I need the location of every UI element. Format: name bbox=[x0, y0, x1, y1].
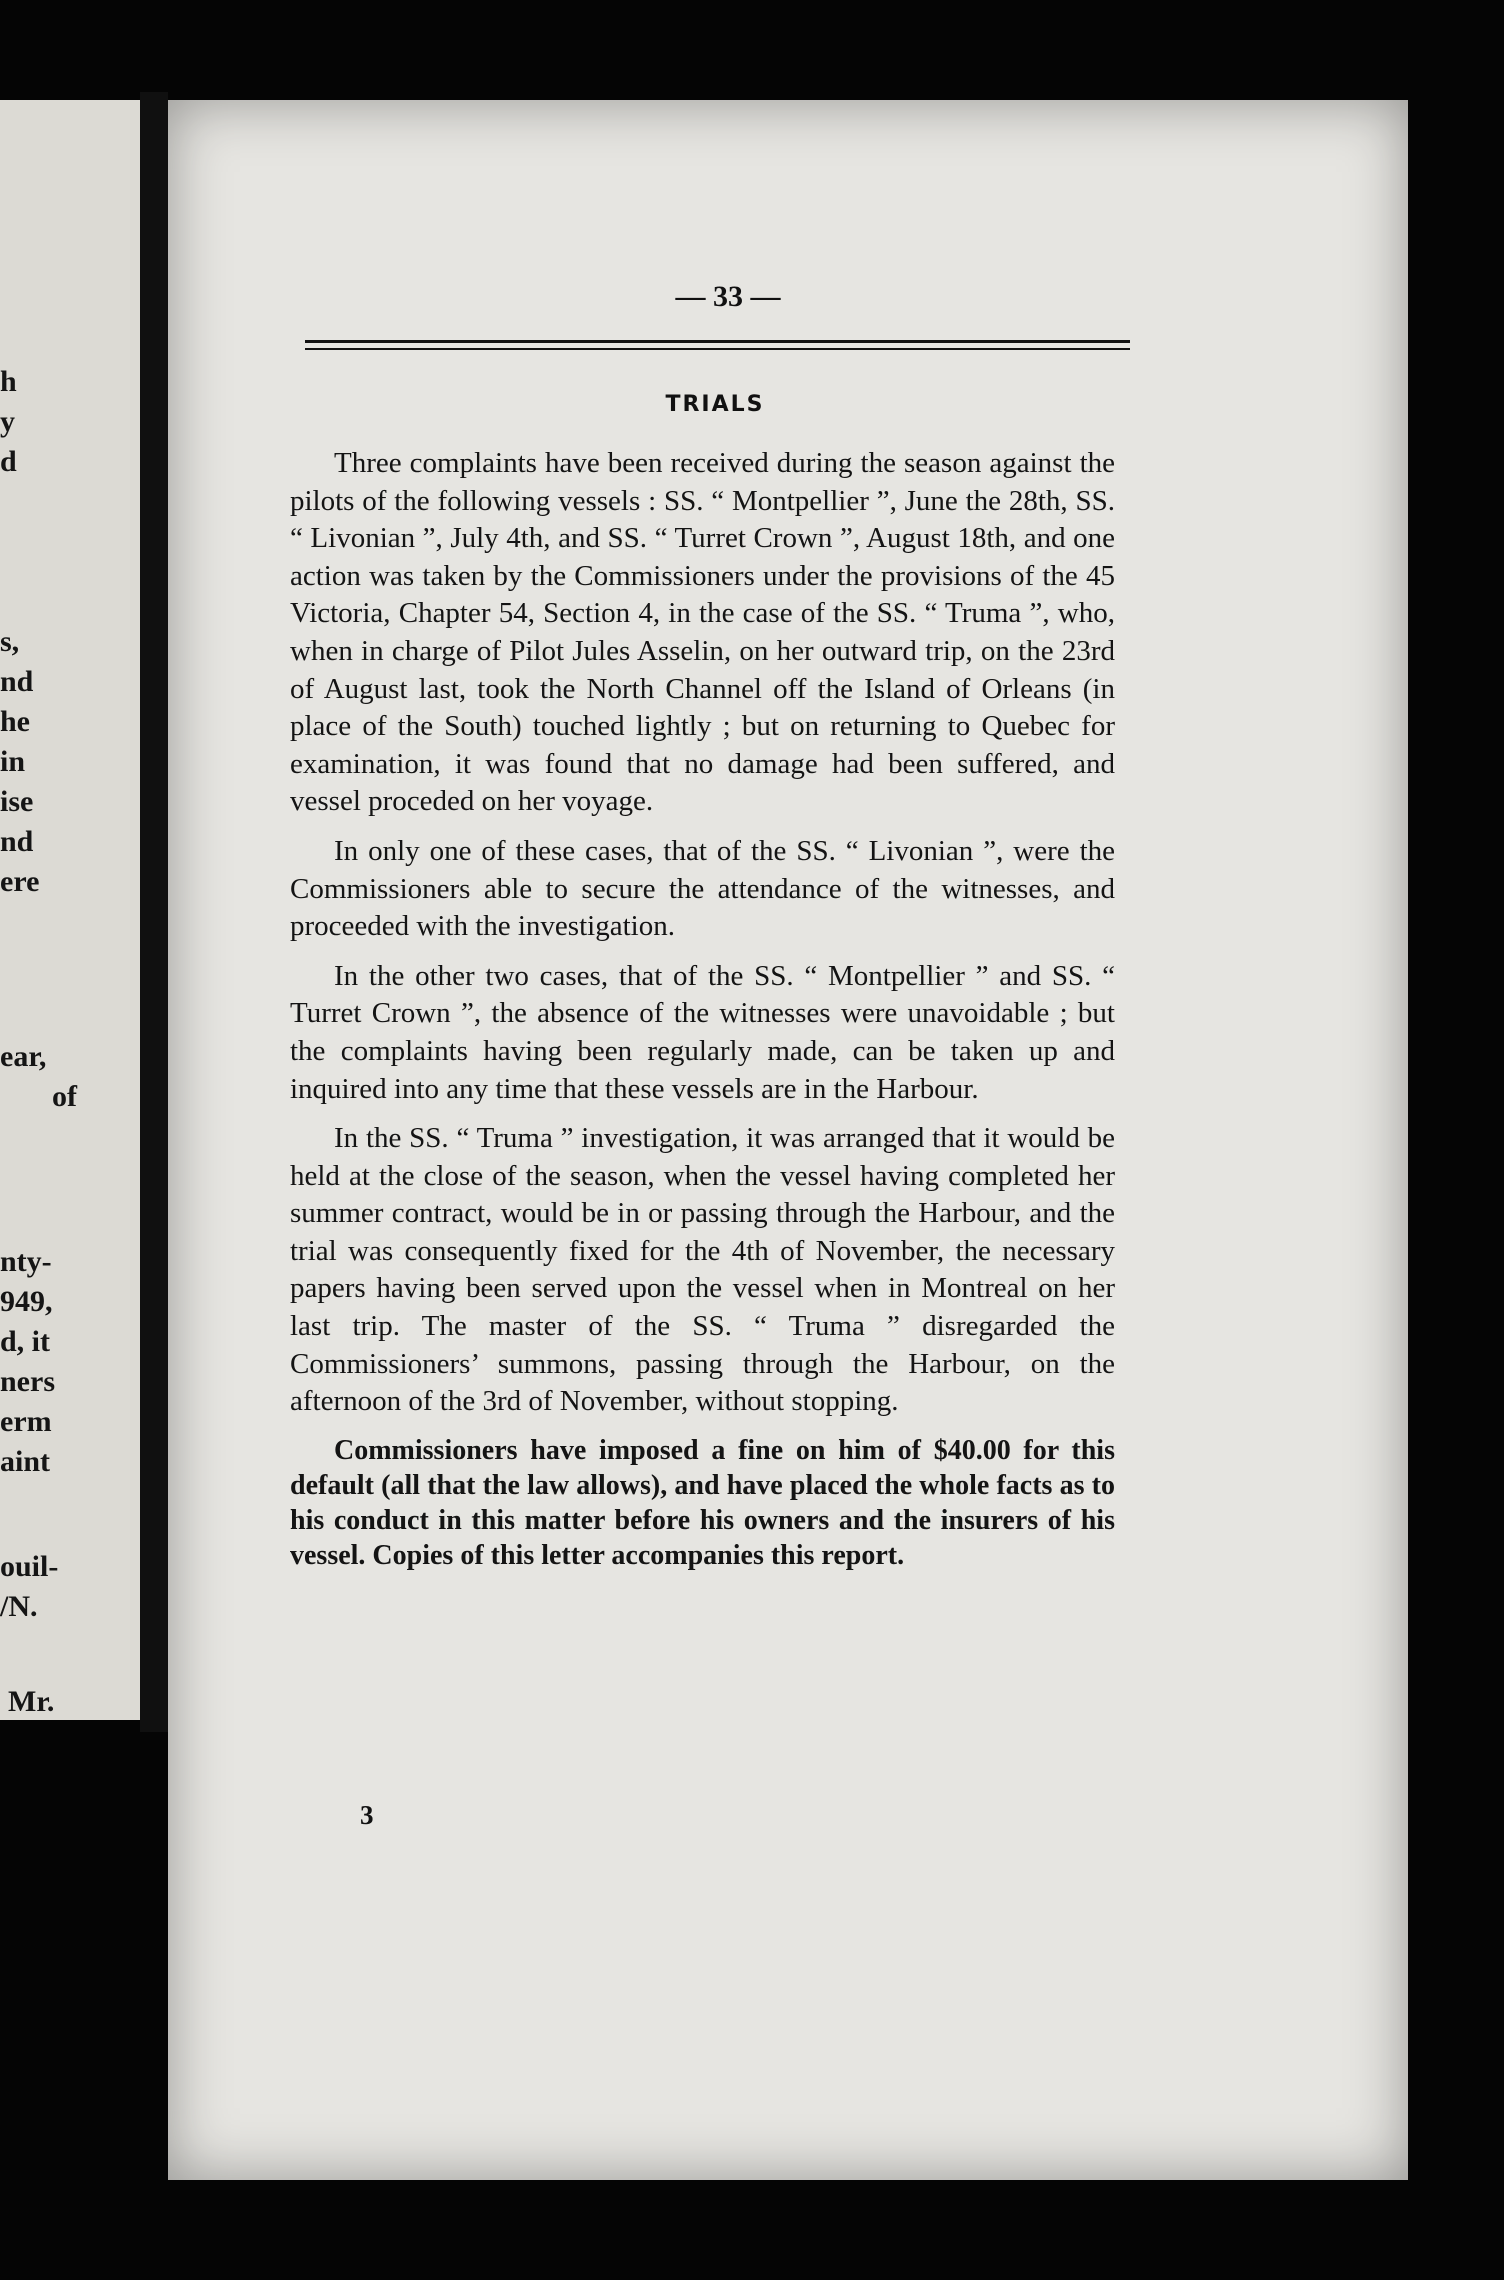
paragraph-complaints: Three complaints have been received during the season against the pilots of the following vessels : SS. “ Montpellier ”, June the 28th, SS. “ Livonian ”, July 4th, and SS. “ Turret Crown ”, August 18th, and one action was taken by the Commissioners under the provisions of the 45 Victoria, Chapter 54, Section 4, in the case of the SS. “ Truma ”, who, when in charge of Pilot Jules Asselin, on her outward trip, on the 23rd of August last, took the North Channel off the Island of Orleans (in place of the South) touched lightly ; but on returning to Quebec for examination, it was found that no damage had been suffered, and vessel proceded on her voyage. bbox=[290, 447, 1115, 818]
facing-page-fragment: nd bbox=[0, 825, 34, 858]
paragraph-other-cases: In the other two cases, that of the SS. “ Montpellier ” and SS. “ Turret Crown ”, the absence of the witnesses were unavoidable ; but the complaints having been regularly made, can be taken up and inquired into any time that these vessels are in the Harbour. bbox=[290, 959, 1115, 1105]
facing-page-fragment: nd bbox=[0, 665, 34, 698]
paragraph-truma-investigation: In the SS. “ Truma ” investigation, it was arranged that it would be held at the close of the season, when the vessel having completed her summer contract, would be in or passing through the Harbour, and the trial was consequently fixed for the 4th of November, the necessary papers having been served upon the vessel when in Montreal on her last trip. The master of the SS. “ Truma ” disregarded the Commissioners’ summons, passing through the Harbour, on the afternoon of the 3rd of November, without stopping. bbox=[290, 1122, 1115, 1418]
facing-page-fragment: ere bbox=[0, 865, 40, 898]
header-rule-top bbox=[305, 340, 1130, 343]
facing-page-fragment: Mr. bbox=[8, 1685, 55, 1718]
facing-page-fragments bbox=[0, 100, 140, 1720]
facing-page-fragment: ear, bbox=[0, 1040, 47, 1073]
facing-page-fragment: ise bbox=[0, 785, 34, 818]
facing-page-fragment: 949, bbox=[0, 1285, 53, 1318]
facing-page-fragment: ners bbox=[0, 1365, 55, 1398]
facing-page-fragment: in bbox=[0, 745, 26, 778]
facing-page-fragment: of bbox=[52, 1080, 77, 1113]
facing-page-fragment: ouil- bbox=[0, 1550, 59, 1583]
facing-page-fragment: d, it bbox=[0, 1325, 51, 1358]
facing-page-fragment: /N. bbox=[0, 1590, 38, 1623]
signature-mark: 3 bbox=[360, 1800, 374, 1830]
facing-page-fragment: erm bbox=[0, 1405, 52, 1438]
section-heading: TRIALS bbox=[665, 392, 765, 417]
header-rule-bottom bbox=[305, 348, 1130, 350]
facing-page-fragment: h bbox=[0, 365, 17, 398]
page-number: — 33 — bbox=[675, 280, 781, 313]
facing-page-fragment: aint bbox=[0, 1445, 51, 1478]
facing-page-fragment: nty- bbox=[0, 1245, 52, 1278]
facing-page-fragment: y bbox=[0, 405, 15, 438]
facing-page-fragment: d bbox=[0, 445, 17, 478]
paragraph-livonian: In only one of these cases, that of the SS. “ Livonian ”, were the Commissioners able to secure the attendance of the witnesses, and proceeded with the investigation. bbox=[290, 834, 1115, 943]
body-text bbox=[290, 445, 1115, 1585]
paragraph-fine: Commissioners have imposed a fine on him of $40.00 for this default (all that the law allows), and have placed the whole facts as to his conduct in this matter before his owners and the insurers of his vessel. Copies of this letter accompanies this report. bbox=[290, 1434, 1115, 1571]
facing-page-fragment: s, bbox=[0, 625, 20, 658]
facing-page-fragment: he bbox=[0, 705, 30, 738]
